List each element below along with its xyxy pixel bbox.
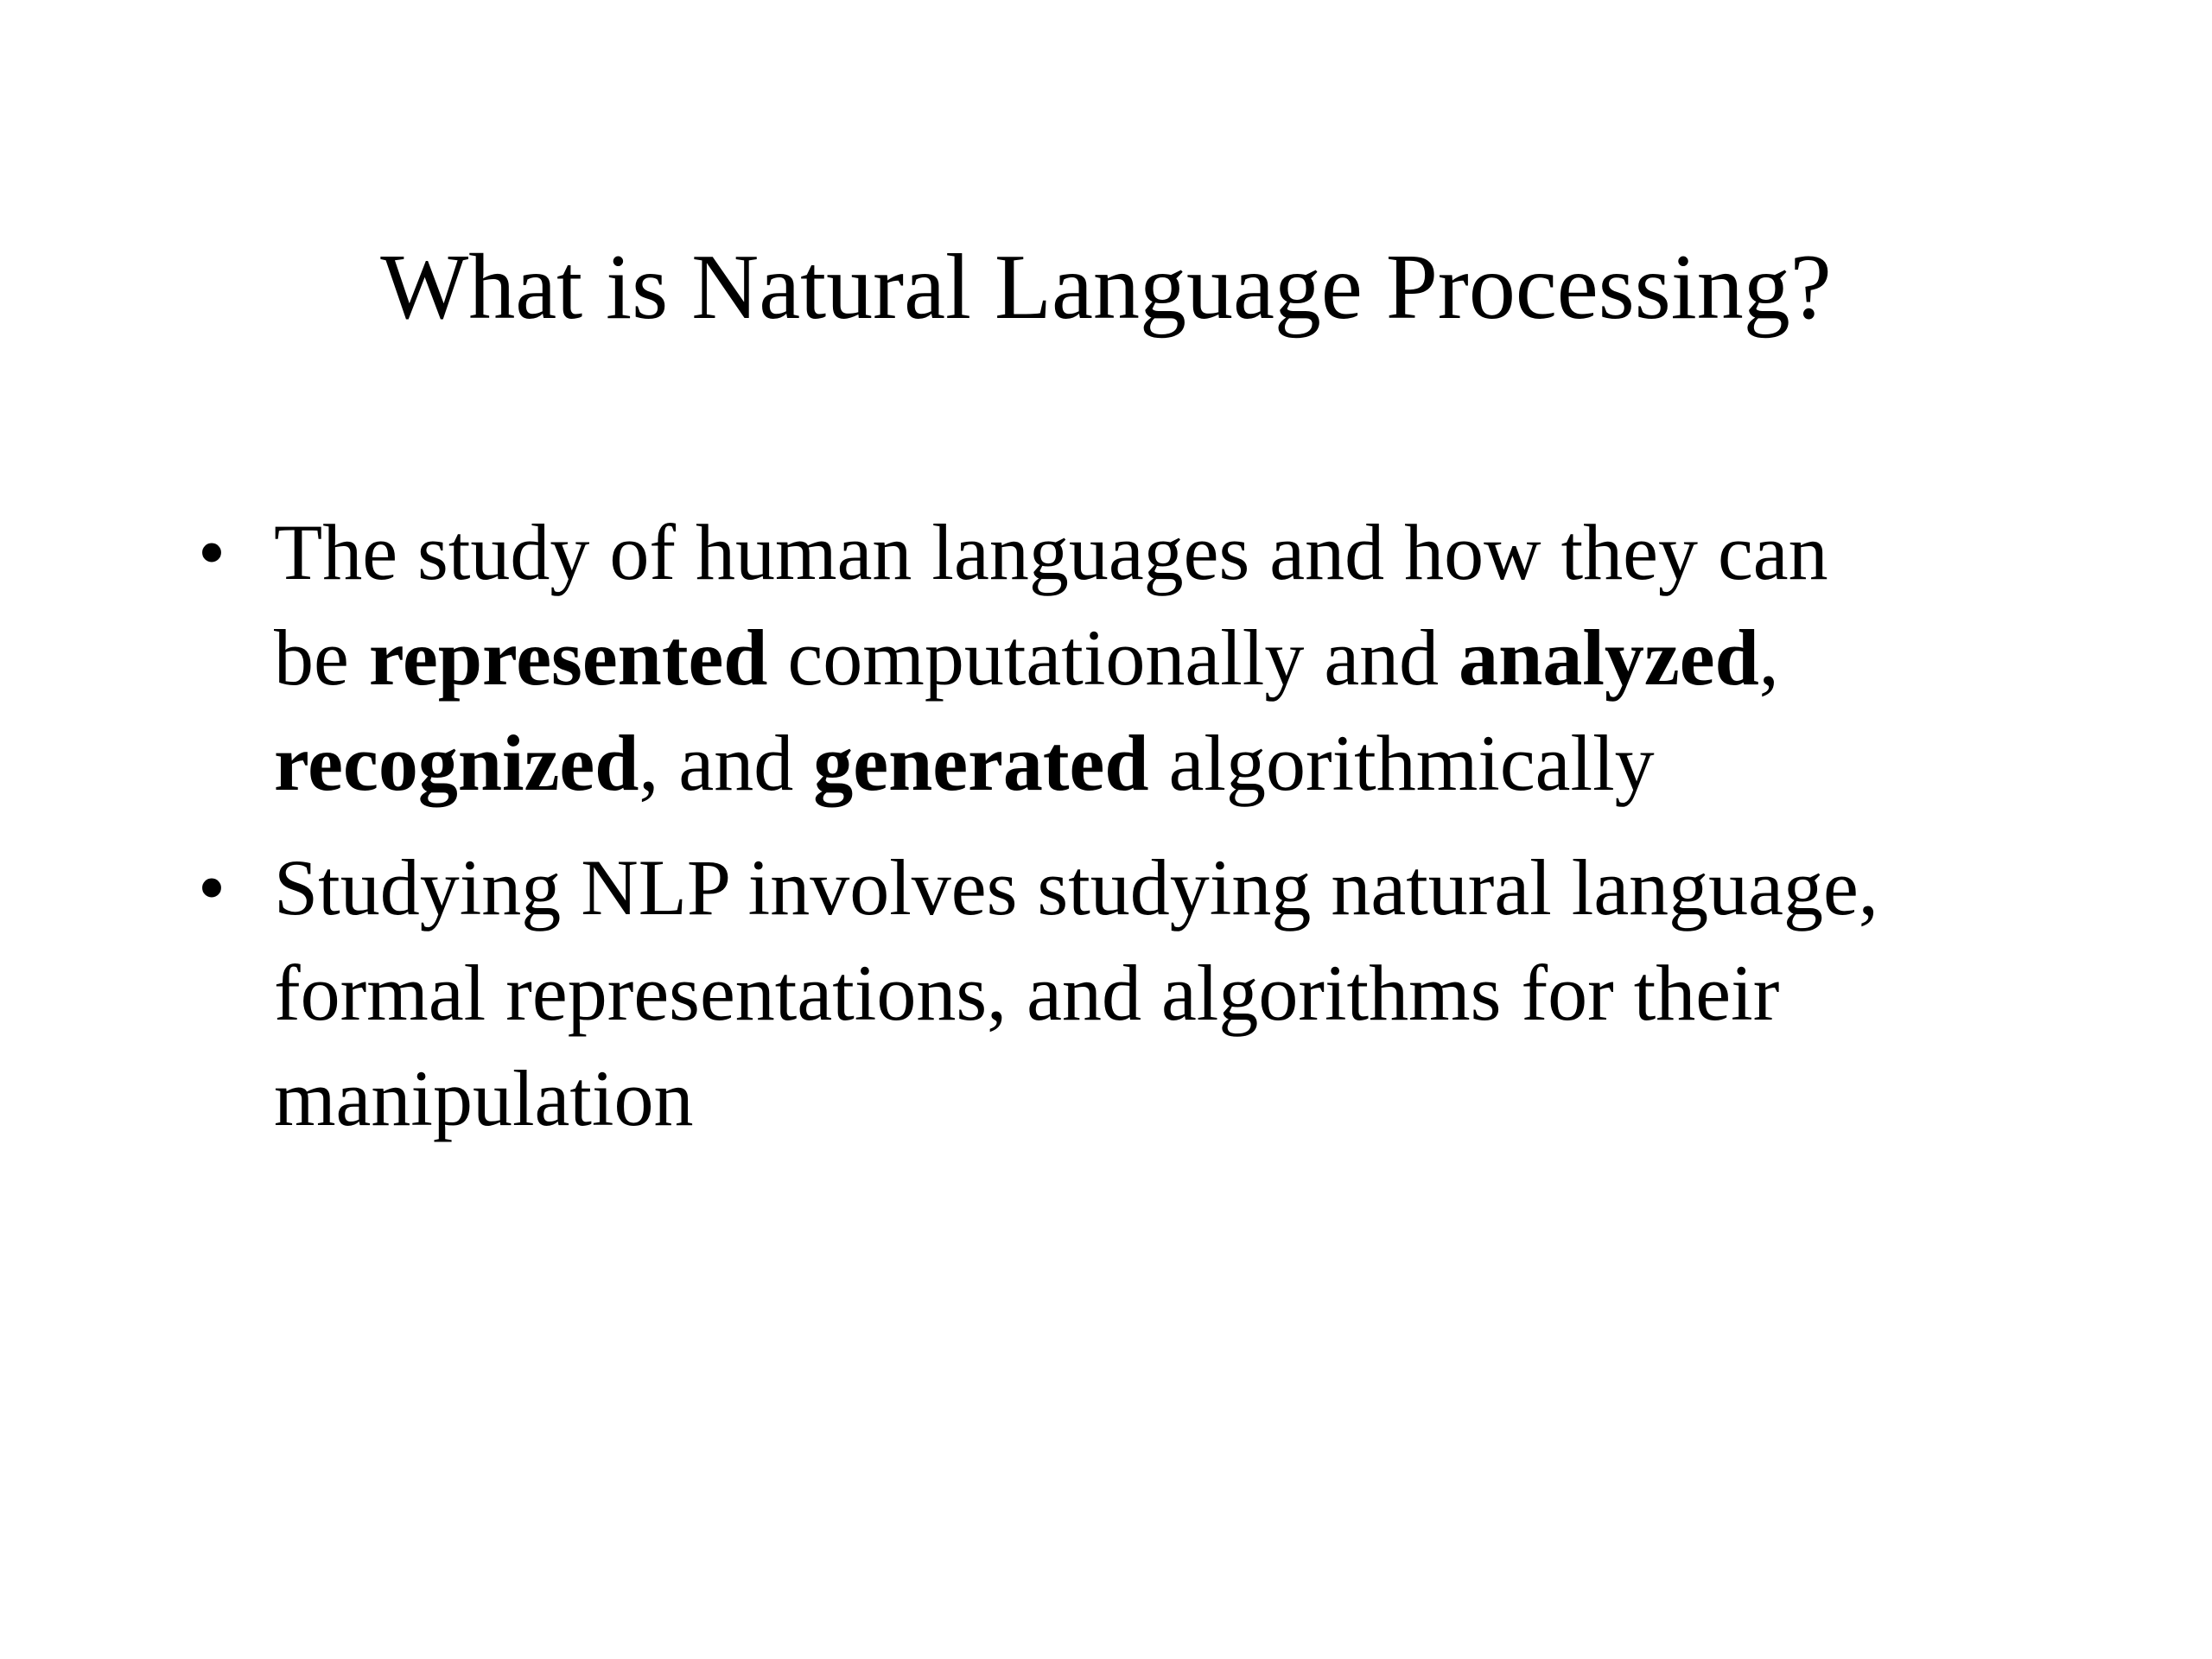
- text-line: [274, 940, 2087, 1046]
- text-run: manipulation: [274, 1054, 694, 1142]
- emphasis-term: recognized: [274, 719, 639, 807]
- text-run: The study of human languages and how they can: [274, 508, 1828, 596]
- text-run: Studying NLP involves studying natural language,: [274, 843, 1878, 931]
- slide-title: What is Natural Language Processing?: [380, 236, 1832, 339]
- bullet-icon: •: [197, 508, 226, 596]
- text-run: be: [274, 613, 369, 702]
- bullet-item: [186, 835, 2087, 1151]
- text-line: [274, 710, 2087, 816]
- text-line: [274, 1046, 2087, 1151]
- bullet-icon: •: [197, 843, 226, 931]
- bullet-list: [186, 499, 2087, 1170]
- emphasis-term: analyzed: [1459, 613, 1759, 702]
- text-line: [274, 835, 2087, 940]
- emphasis-term: generated: [813, 719, 1149, 807]
- text-run: computationally and: [767, 613, 1459, 702]
- text-line: [274, 499, 2087, 605]
- bullet-item: [186, 499, 2087, 816]
- text-run: ,: [1758, 613, 1779, 702]
- emphasis-term: represented: [368, 613, 768, 702]
- text-line: [274, 605, 2087, 710]
- text-run: , and: [639, 719, 814, 807]
- text-run: formal representations, and algorithms for their: [274, 949, 1780, 1037]
- text-run: algorithmically: [1148, 719, 1655, 807]
